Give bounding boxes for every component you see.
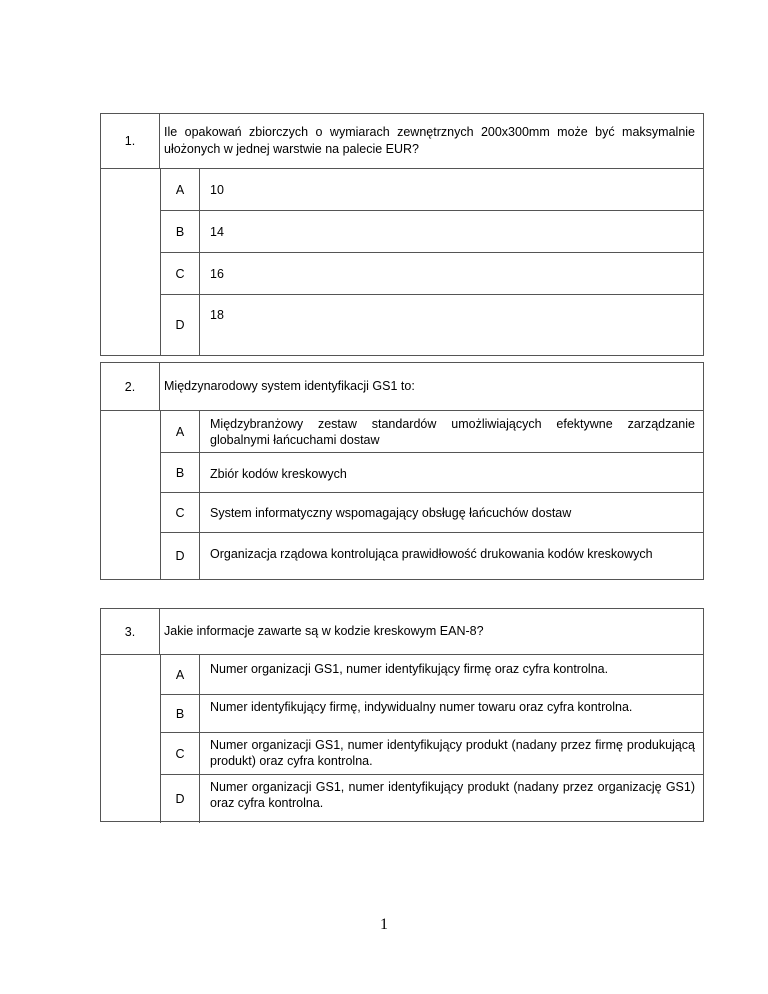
question-2-header (101, 363, 703, 411)
answer-text: 10 (210, 183, 224, 197)
answer-letter: C (160, 733, 200, 774)
question-1-answer-c (160, 253, 703, 295)
question-2-text: Międzynarodowy system identyfikacji GS1 to: (164, 379, 415, 393)
answer-text: 14 (210, 225, 224, 239)
answer-text: Numer organizacji GS1, numer identyfikujący produkt (nadany przez organizację GS1) oraz cyfra kontrolna. (210, 780, 695, 810)
answer-text: Numer organizacji GS1, numer identyfikujący produkt (nadany przez firmę produkującą produkt) oraz cyfra kontrolna. (210, 738, 695, 768)
answer-letter: C (160, 253, 200, 294)
question-3-text: Jakie informacje zawarte są w kodzie kreskowym EAN-8? (164, 624, 484, 638)
answer-text: 18 (210, 308, 224, 322)
question-3-number: 3. (101, 609, 160, 654)
question-1-answer-d (160, 295, 703, 355)
answer-letter: D (160, 295, 200, 355)
question-2-number: 2. (101, 363, 160, 410)
answer-letter: C (160, 493, 200, 532)
answer-text: System informatyczny wspomagający obsługę łańcuchów dostaw (210, 506, 572, 520)
answer-text: Organizacja rządowa kontrolująca prawidłowość drukowania kodów kreskowych (210, 547, 653, 561)
answer-letter: D (160, 533, 200, 579)
question-2-answer-d (160, 533, 703, 579)
answer-letter: B (160, 695, 200, 732)
question-1-answer-a (160, 169, 703, 211)
page-number: 1 (380, 916, 388, 933)
answer-letter: B (160, 211, 200, 252)
answer-letter: A (160, 169, 200, 210)
question-2-answer-a (160, 411, 703, 453)
question-2-table (100, 362, 704, 580)
question-3-table (100, 608, 704, 822)
answer-letter: A (160, 411, 200, 452)
answer-letter: B (160, 453, 200, 492)
question-1-table (100, 113, 704, 356)
answer-text: Numer identyfikujący firmę, indywidualny numer towaru oraz cyfra kontrolna. (210, 700, 633, 714)
question-3-answer-a (160, 655, 703, 695)
question-1-answer-b (160, 211, 703, 253)
question-1-number: 1. (101, 114, 160, 168)
question-3-answer-d (160, 775, 703, 823)
answer-text: Zbiór kodów kreskowych (210, 467, 347, 481)
answer-letter: D (160, 775, 200, 823)
answer-letter: A (160, 655, 200, 694)
question-1-header (101, 114, 703, 169)
answer-text: 16 (210, 267, 224, 281)
question-1-text: Ile opakowań zbiorczych o wymiarach zewnętrznych 200x300mm może być maksymalnie ułożonych w jednej warstwie na palecie EUR? (164, 125, 695, 156)
answer-text: Międzybranżowy zestaw standardów umożliwiających efektywne zarządzanie globalnymi łańcuchami dostaw (210, 417, 695, 447)
question-3-header (101, 609, 703, 655)
question-2-answer-c (160, 493, 703, 533)
question-3-answer-c (160, 733, 703, 775)
question-3-answer-b (160, 695, 703, 733)
answer-text: Numer organizacji GS1, numer identyfikujący firmę oraz cyfra kontrolna. (210, 662, 609, 676)
question-2-answer-b (160, 453, 703, 493)
